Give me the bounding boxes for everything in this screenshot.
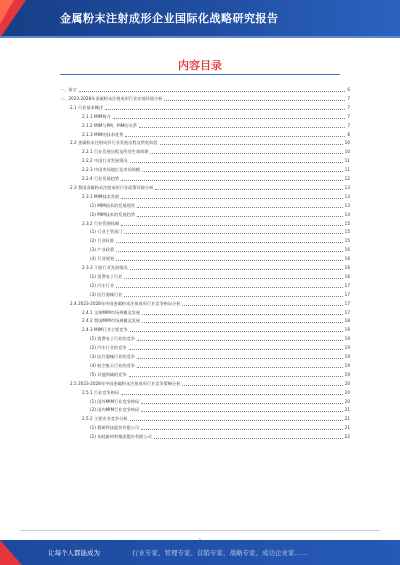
toc-leader-dots bbox=[116, 245, 343, 252]
toc-entry[interactable] bbox=[90, 432, 350, 441]
toc-entry[interactable] bbox=[90, 423, 350, 432]
toc-leader-dots bbox=[182, 379, 342, 386]
toc-entry-title: (2) 行业标准 bbox=[90, 238, 115, 244]
toc-entry[interactable] bbox=[90, 245, 350, 254]
toc-entry-title: (1) 消费电子行业的竞争 bbox=[90, 336, 135, 342]
toc-entry[interactable] bbox=[90, 281, 350, 290]
toc-entry-page: 11 bbox=[344, 158, 350, 164]
toc-entry-page: 17 bbox=[344, 309, 350, 315]
toc-entry-title: 2.4.2 我国MIM市场规模及发展 bbox=[82, 318, 141, 324]
toc-leader-dots bbox=[141, 423, 343, 430]
toc-leader-dots bbox=[182, 299, 342, 306]
toc-leader-dots bbox=[121, 388, 343, 395]
toc-entry-page: 8 bbox=[347, 131, 350, 137]
toc-entry[interactable] bbox=[90, 272, 350, 281]
toc-entry-title: (1) 国外MIM行业竞争格局 bbox=[90, 398, 140, 404]
toc-entry[interactable] bbox=[82, 165, 350, 174]
toc-entry-title: 2.1.3 MIM的技术优势 bbox=[82, 131, 124, 137]
toc-entry[interactable] bbox=[90, 227, 350, 236]
toc-entry[interactable] bbox=[82, 414, 350, 423]
toc-entry-page: 15 bbox=[344, 229, 350, 235]
toc-entry-title: (2) 东睦新材料集团股份有限公司 bbox=[90, 434, 152, 440]
toc-leader-dots bbox=[124, 272, 342, 279]
toc-entry[interactable] bbox=[82, 388, 350, 397]
toc-entry[interactable] bbox=[90, 254, 350, 263]
toc-entry-page: 21 bbox=[344, 407, 350, 413]
toc-entry-title: 2.3 我国金属粉末注射成形行业政策环境分析 bbox=[70, 184, 154, 190]
toc-leader-dots bbox=[121, 174, 343, 181]
toc-entry[interactable] bbox=[82, 192, 350, 201]
toc-entry-page: 16 bbox=[344, 265, 350, 270]
toc-entry-page: 21 bbox=[344, 416, 350, 422]
toc-entry-page: 13 bbox=[344, 184, 350, 190]
toc-entry-page: 22 bbox=[344, 434, 350, 440]
toc-leader-dots bbox=[141, 405, 342, 412]
toc-entry-page: 7 bbox=[347, 95, 350, 101]
toc-entry[interactable] bbox=[82, 219, 350, 228]
toc-entry[interactable] bbox=[70, 138, 350, 147]
toc-entry[interactable] bbox=[82, 156, 350, 165]
toc-entry-title: 2.1 行业基本概述 bbox=[70, 104, 104, 110]
header-underline bbox=[0, 36, 400, 38]
toc-entry[interactable] bbox=[70, 379, 350, 388]
toc-entry-title: 2.5.2 主要企业竞争分析 bbox=[82, 416, 128, 422]
toc-entry-title: 2.5.1 行业竞争格局 bbox=[82, 389, 120, 395]
toc-entry-page: 14 bbox=[344, 211, 350, 217]
toc-leader-dots bbox=[125, 130, 345, 137]
toc-leader-dots bbox=[121, 192, 342, 199]
toc-entry[interactable] bbox=[70, 299, 350, 308]
toc-entry[interactable] bbox=[70, 103, 350, 112]
toc-entry-title: (1) MIM技术的发展现状 bbox=[90, 202, 136, 208]
toc-leader-dots bbox=[116, 281, 343, 288]
toc-entry[interactable] bbox=[90, 361, 350, 370]
toc-entry-title: (1) 精研科技股份有限公司 bbox=[90, 425, 140, 431]
toc-leader-dots bbox=[137, 201, 343, 208]
toc-entry-title: (2) 汽车行业 bbox=[90, 282, 115, 288]
toc-entry[interactable] bbox=[70, 183, 350, 192]
header-accent-highlight bbox=[0, 0, 14, 24]
toc-entry-page: 17 bbox=[344, 300, 350, 306]
toc-leader-dots bbox=[141, 397, 342, 404]
toc-entry-title: 2.4.3 MIM行业主要竞争 bbox=[82, 327, 128, 333]
toc-entry-page: 21 bbox=[344, 425, 350, 431]
toc-entry[interactable] bbox=[60, 85, 350, 94]
toc-entry-title: (3) 医疗器械行业 bbox=[90, 291, 123, 297]
toc-entry-page: 15 bbox=[344, 220, 350, 226]
toc-entry-page: 18 bbox=[344, 318, 350, 324]
toc-leader-dots bbox=[130, 325, 343, 332]
toc-leader-dots bbox=[113, 112, 346, 119]
toc-entry-page: 11 bbox=[344, 167, 350, 173]
toc-entry-page: 20 bbox=[344, 389, 350, 395]
toc-leader-dots bbox=[137, 334, 343, 341]
toc-entry[interactable] bbox=[90, 210, 350, 219]
toc-entry[interactable] bbox=[82, 121, 350, 130]
toc-entry[interactable] bbox=[90, 201, 350, 210]
toc-entry-page: 19 bbox=[344, 336, 350, 342]
toc-entry-page: 16 bbox=[344, 247, 350, 253]
toc-entry-title: 一、前言 bbox=[60, 87, 77, 92]
toc-leader-dots bbox=[137, 352, 343, 359]
report-title: 金属粉末注射成形企业国际化战略研究报告 bbox=[60, 12, 279, 25]
toc-leader-dots bbox=[142, 308, 343, 315]
toc-entry[interactable] bbox=[82, 174, 350, 183]
toc-entry-page: 6 bbox=[347, 87, 350, 92]
toc-leader-dots bbox=[160, 138, 343, 145]
toc-entry-page: 15 bbox=[344, 238, 350, 244]
toc-entry-title: (2) MIM技术的发展趋势 bbox=[90, 211, 136, 217]
toc-entry-page: 19 bbox=[344, 354, 350, 359]
toc-entry[interactable] bbox=[82, 263, 350, 272]
toc-leader-dots bbox=[121, 219, 343, 226]
toc-leader-dots bbox=[154, 432, 343, 439]
toc-entry[interactable] bbox=[82, 130, 350, 139]
toc-entry[interactable] bbox=[90, 405, 350, 414]
toc-entry-page: 19 bbox=[344, 371, 350, 377]
toc-entry-title: 2.5 2023-2028年中国金属粉末注射成形行业竞争策略分析 bbox=[70, 380, 181, 386]
toc-entry-title: (3) 医疗器械行业的竞争 bbox=[90, 354, 135, 359]
toc-entry-page: 12 bbox=[344, 176, 350, 181]
toc-leader-dots bbox=[137, 361, 343, 368]
toc-heading-rule bbox=[60, 74, 340, 75]
toc-entry-title: (3) 产业政策 bbox=[90, 247, 115, 253]
toc-entry-page: 17 bbox=[344, 282, 350, 288]
toc-entry[interactable] bbox=[82, 325, 350, 334]
toc-entry-page: 20 bbox=[344, 380, 350, 386]
toc-entry-page: 19 bbox=[344, 362, 350, 368]
toc-leader-dots bbox=[150, 147, 342, 154]
toc-leader-dots bbox=[124, 227, 342, 234]
toc-entry-page: 17 bbox=[344, 291, 350, 297]
toc-entry-title: (1) 行业主管部门 bbox=[90, 229, 123, 235]
toc-entry-title: 2.1.1 MIM简介 bbox=[82, 113, 111, 119]
toc-entry[interactable] bbox=[82, 112, 350, 121]
toc-entry-title: 2.4.1 全球MIM市场规模及发展 bbox=[82, 309, 141, 315]
footer-slogan: 让每个人都能成为 bbox=[48, 549, 100, 557]
toc-leader-dots bbox=[129, 370, 343, 377]
toc-leader-dots bbox=[105, 103, 345, 110]
toc-entry-title: 2.3.1 MIM技术发展 bbox=[82, 193, 120, 199]
toc-leader-dots bbox=[155, 183, 342, 190]
toc-entry-title: 2.4 2023-2028年中国金属粉末注射成形行业竞争格局分析 bbox=[70, 300, 181, 306]
footer-banner bbox=[0, 540, 400, 565]
toc-leader-dots bbox=[116, 254, 343, 261]
toc-entry-title: (5) 其他领域的竞争 bbox=[90, 371, 127, 377]
toc-leader-dots bbox=[139, 121, 345, 128]
toc-leader-dots bbox=[142, 165, 343, 172]
toc-entry-page: 20 bbox=[344, 398, 350, 404]
toc-leader-dots bbox=[130, 156, 343, 163]
toc-entry[interactable] bbox=[90, 236, 350, 245]
toc-entry-page: 10 bbox=[344, 140, 350, 146]
footer-rule bbox=[20, 530, 380, 531]
toc-entry[interactable] bbox=[90, 397, 350, 406]
toc-leader-dots bbox=[137, 210, 343, 217]
toc-heading: 内容目录 bbox=[178, 59, 222, 72]
toc-entry[interactable] bbox=[90, 352, 350, 361]
toc-leader-dots bbox=[130, 414, 343, 421]
toc-entry-page: 7 bbox=[347, 113, 350, 119]
toc-leader-dots bbox=[130, 263, 343, 270]
toc-entry-title: (4) 航空航天行业的竞争 bbox=[90, 362, 135, 368]
toc-entry[interactable] bbox=[90, 370, 350, 379]
toc-entry-page: 10 bbox=[344, 149, 350, 155]
toc-entry-title: 2.2.2 中国行业发展情况 bbox=[82, 158, 128, 164]
toc-entry[interactable] bbox=[90, 334, 350, 343]
toc-entry-page: 13 bbox=[344, 193, 350, 199]
toc-entry-title: 2.2.1 行业发展历程及所处生命周期 bbox=[82, 149, 149, 155]
toc-entry-title: (1) 消费电子行业 bbox=[90, 273, 123, 279]
toc-entry[interactable] bbox=[90, 343, 350, 352]
toc-entry-title: (4) 行业规划 bbox=[90, 256, 115, 262]
toc-entry-page: 16 bbox=[344, 273, 350, 279]
toc-entry-title: 2.3.3 下游行业发展情况 bbox=[82, 265, 128, 270]
toc-entry-title: 2.2.3 中国市场地位及市场规模 bbox=[82, 167, 141, 173]
toc-entry-page: 7 bbox=[347, 104, 350, 110]
toc-leader-dots bbox=[116, 236, 343, 243]
toc-entry-page: 19 bbox=[344, 327, 350, 333]
toc-entry-page: 16 bbox=[344, 256, 350, 262]
toc-entry[interactable] bbox=[60, 94, 350, 103]
toc-entry-title: (2) 国内MIM行业竞争格局 bbox=[90, 407, 140, 413]
toc-leader-dots bbox=[142, 316, 343, 323]
footer-services: 行业专家、管理专家、营销专家、战略专家、成功企业家…… bbox=[132, 549, 308, 557]
toc-entry-page: 13 bbox=[344, 202, 350, 208]
toc-entry-title: (2) 汽车行业的竞争 bbox=[90, 345, 127, 351]
toc-entry-title: 二、2023-2028年金属粉末注射成形行业宏观环境分析 bbox=[60, 95, 163, 101]
toc-entry[interactable] bbox=[90, 290, 350, 299]
header-banner bbox=[0, 0, 400, 38]
toc-entry-title: 2.2.4 行业发展趋势 bbox=[82, 176, 120, 181]
toc-entry[interactable] bbox=[82, 147, 350, 156]
toc-entry-title: 2.3.2 行业管理体制 bbox=[82, 220, 120, 226]
footer-accent bbox=[0, 540, 22, 565]
toc-leader-dots bbox=[124, 290, 342, 297]
toc-entry[interactable] bbox=[82, 308, 350, 317]
toc-entry-title: 2.1.2 MIM与PM、PIM的关系 bbox=[82, 122, 137, 128]
toc-leader-dots bbox=[164, 94, 345, 101]
toc-entry[interactable] bbox=[82, 316, 350, 325]
toc-entry-page: 7 bbox=[347, 122, 350, 128]
toc-entry-page: 19 bbox=[344, 345, 350, 351]
toc-entry-title: 2.2 金属粉末注射成形行业发展历程及所处阶段 bbox=[70, 140, 158, 146]
toc-leader-dots bbox=[129, 343, 343, 350]
toc-leader-dots bbox=[79, 85, 346, 92]
